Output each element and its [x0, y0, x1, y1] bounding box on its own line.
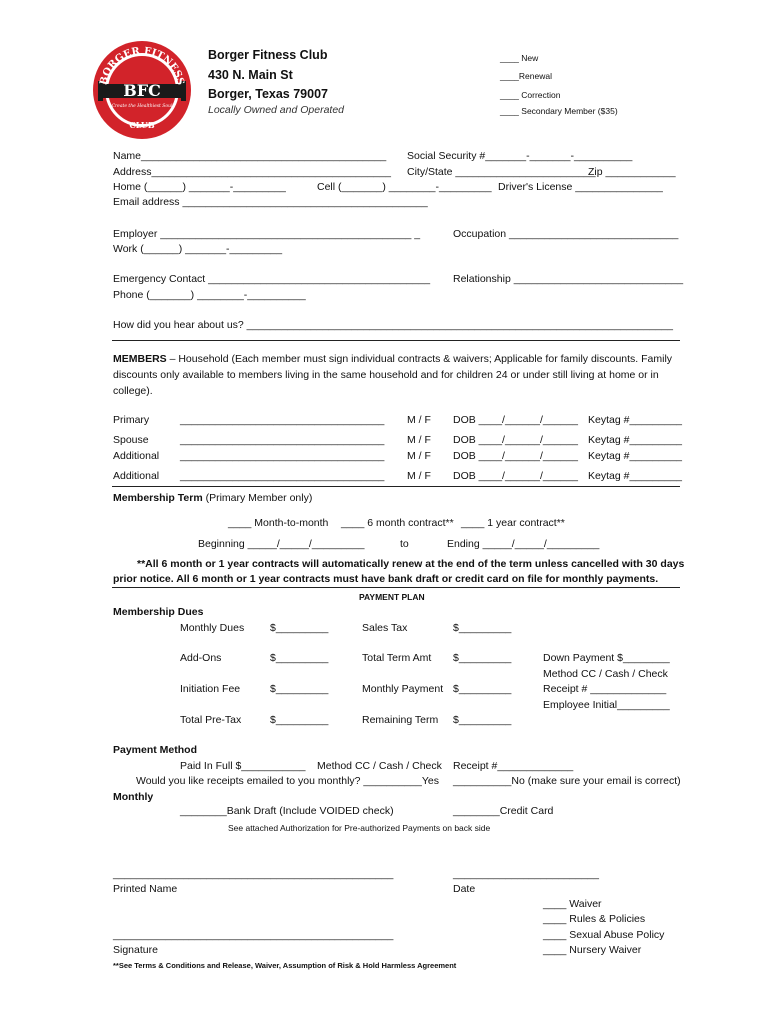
- member-dob-field[interactable]: DOB ____/______/______: [453, 414, 578, 426]
- employer-field[interactable]: Employer ___________________________________________ _: [113, 228, 421, 240]
- signature-line[interactable]: ________________________________________________: [113, 929, 394, 941]
- term-heading: Membership Term: [113, 492, 203, 504]
- remaining-term-label: Remaining Term: [362, 714, 439, 726]
- monthly-dues-label: Monthly Dues: [180, 622, 245, 634]
- club-name: Borger Fitness Club: [208, 48, 328, 62]
- monthly-payment-field[interactable]: $_________: [453, 683, 512, 695]
- referral-field[interactable]: How did you hear about us? _________________________________________________________________________: [113, 319, 673, 331]
- terms-footer: **See Terms & Conditions and Release, Waiver, Assumption of Risk & Hold Harmless Agreement: [113, 961, 457, 970]
- monthly-payment-label: Monthly Payment: [362, 683, 444, 695]
- emergency-contact-field[interactable]: Emergency Contact ______________________________________: [113, 273, 431, 285]
- bank-draft-option[interactable]: ________Bank Draft (Include VOIDED check): [180, 805, 394, 817]
- club-city: Borger, Texas 79007: [208, 87, 328, 101]
- members-heading: MEMBERS: [113, 353, 167, 365]
- payment-method-heading: Payment Method: [113, 744, 198, 756]
- member-dob-field[interactable]: DOB ____/______/______: [453, 470, 578, 482]
- option-new[interactable]: ____ New: [500, 53, 539, 63]
- term-ending-field[interactable]: Ending _____/_____/_________: [447, 538, 600, 550]
- logo-tagline: Create the Healthiest Soul: [111, 104, 173, 109]
- citystate-field[interactable]: City/State ________________________: [407, 166, 596, 178]
- term-month-option[interactable]: ____ Month-to-month: [228, 517, 329, 529]
- nursery-waiver-check[interactable]: ____ Nursery Waiver: [543, 944, 642, 956]
- work-phone-field[interactable]: Work (______) _______-_________: [113, 243, 283, 255]
- printed-name-line[interactable]: ________________________________________________: [113, 868, 394, 880]
- paid-in-full-field[interactable]: Paid In Full $___________: [180, 760, 306, 772]
- term-six-month-option[interactable]: ____ 6 month contract**: [341, 517, 454, 529]
- email-field[interactable]: Email address __________________________________________: [113, 196, 428, 208]
- email-receipts-yes[interactable]: Would you like receipts emailed to you monthly? __________Yes: [136, 775, 439, 787]
- down-method-field[interactable]: Method CC / Cash / Check: [543, 668, 668, 680]
- member-name-field[interactable]: ___________________________________: [180, 470, 385, 482]
- bfc-logo: [92, 40, 192, 140]
- member-keytag-field[interactable]: Keytag #_________: [588, 450, 683, 462]
- add-ons-field[interactable]: $_________: [270, 652, 329, 664]
- member-sex-field[interactable]: M / F: [407, 414, 431, 426]
- member-sex-field[interactable]: M / F: [407, 434, 431, 446]
- member-label: Spouse: [113, 434, 149, 446]
- logo-center-text: BFC: [123, 81, 161, 100]
- member-keytag-field[interactable]: Keytag #_________: [588, 470, 683, 482]
- rules-policies-check[interactable]: ____ Rules & Policies: [543, 913, 646, 925]
- total-pretax-field[interactable]: $_________: [270, 714, 329, 726]
- monthly-dues-field[interactable]: $_________: [270, 622, 329, 634]
- club-address: 430 N. Main St: [208, 68, 293, 82]
- option-renewal[interactable]: ____Renewal: [500, 71, 552, 81]
- option-correction[interactable]: ____ Correction: [500, 90, 561, 100]
- option-secondary-member[interactable]: ____ Secondary Member ($35): [500, 106, 618, 116]
- member-keytag-field[interactable]: Keytag #_________: [588, 414, 683, 426]
- sales-tax-field[interactable]: $_________: [453, 622, 512, 634]
- ssn-field[interactable]: Social Security #_______-_______-__________: [407, 150, 633, 162]
- member-label: Primary: [113, 414, 150, 426]
- club-subtitle: Locally Owned and Operated: [208, 104, 345, 116]
- email-receipts-no[interactable]: __________No (make sure your email is correct): [453, 775, 681, 787]
- address-field[interactable]: Address_________________________________________: [113, 166, 391, 178]
- waiver-check[interactable]: ____ Waiver: [543, 898, 602, 910]
- divider: [112, 340, 680, 341]
- down-payment-field[interactable]: Down Payment $________: [543, 652, 670, 664]
- divider: [112, 587, 680, 588]
- sexual-abuse-policy-check[interactable]: ____ Sexual Abuse Policy: [543, 929, 665, 941]
- authorization-note: See attached Authorization for Pre-authorized Payments on back side: [228, 823, 491, 833]
- license-field[interactable]: Driver's License _______________: [498, 181, 663, 193]
- payment-plan-title: PAYMENT PLAN: [359, 592, 425, 602]
- term-one-year-option[interactable]: ____ 1 year contract**: [461, 517, 565, 529]
- home-phone-field[interactable]: Home (______) _______-_________: [113, 181, 286, 193]
- payment-method-field[interactable]: Method CC / Cash / Check: [317, 760, 442, 772]
- member-name-field[interactable]: ___________________________________: [180, 414, 385, 426]
- initiation-fee-field[interactable]: $_________: [270, 683, 329, 695]
- term-to-label: to: [400, 538, 409, 550]
- member-label: Additional: [113, 470, 160, 482]
- initiation-fee-label: Initiation Fee: [180, 683, 241, 695]
- member-label: Additional: [113, 450, 160, 462]
- signature-label: Signature: [113, 944, 158, 956]
- payment-receipt-field[interactable]: Receipt #_____________: [453, 760, 574, 772]
- occupation-field[interactable]: Occupation _____________________________: [453, 228, 679, 240]
- member-name-field[interactable]: ___________________________________: [180, 450, 385, 462]
- members-description: MEMBERS – Household (Each member must sign individual contracts & waivers; Applicable for family discounts. Family discounts only available to members living in the same household and for children 24 or under still living at home or in college).: [113, 353, 673, 397]
- membership-dues-heading: Membership Dues: [113, 606, 204, 618]
- date-label: Date: [453, 883, 476, 895]
- member-keytag-field[interactable]: Keytag #_________: [588, 434, 683, 446]
- member-dob-field[interactable]: DOB ____/______/______: [453, 434, 578, 446]
- total-term-field[interactable]: $_________: [453, 652, 512, 664]
- zip-field[interactable]: Zip ____________: [588, 166, 676, 178]
- total-pretax-label: Total Pre-Tax: [180, 714, 242, 726]
- member-name-field[interactable]: ___________________________________: [180, 434, 385, 446]
- printed-name-label: Printed Name: [113, 883, 178, 895]
- credit-card-option[interactable]: ________Credit Card: [453, 805, 554, 817]
- term-heading-line: Membership Term (Primary Member only): [113, 492, 313, 504]
- renewal-notice-1: **All 6 month or 1 year contracts will automatically renew at the end of the term unless cancelled with 30 days: [137, 558, 685, 570]
- renewal-notice-2: prior notice. All 6 month or 1 year contracts must have bank draft or credit card on file for monthly payments.: [113, 573, 659, 585]
- monthly-heading: Monthly: [113, 791, 154, 803]
- sales-tax-label: Sales Tax: [362, 622, 408, 634]
- logo-top-text: BORGER FITNESS: [98, 45, 186, 87]
- member-sex-field[interactable]: M / F: [407, 450, 431, 462]
- emergency-phone-field[interactable]: Phone (_______) ________-__________: [113, 289, 306, 301]
- term-beginning-field[interactable]: Beginning _____/_____/_________: [198, 538, 365, 550]
- remaining-term-field[interactable]: $_________: [453, 714, 512, 726]
- down-receipt-field[interactable]: Receipt # _____________: [543, 683, 667, 695]
- name-field[interactable]: Name__________________________________________: [113, 150, 387, 162]
- total-term-label: Total Term Amt: [362, 652, 432, 664]
- logo-bottom-text: CLUB: [129, 120, 155, 130]
- member-dob-field[interactable]: DOB ____/______/______: [453, 450, 578, 462]
- divider: [112, 486, 680, 487]
- add-ons-label: Add-Ons: [180, 652, 222, 664]
- cell-phone-field[interactable]: Cell (_______) ________-_________: [317, 181, 492, 193]
- date-line[interactable]: _________________________: [453, 868, 599, 880]
- relationship-field[interactable]: Relationship _____________________________: [453, 273, 684, 285]
- member-sex-field[interactable]: M / F: [407, 470, 431, 482]
- employee-initial-field[interactable]: Employee Initial_________: [543, 699, 670, 711]
